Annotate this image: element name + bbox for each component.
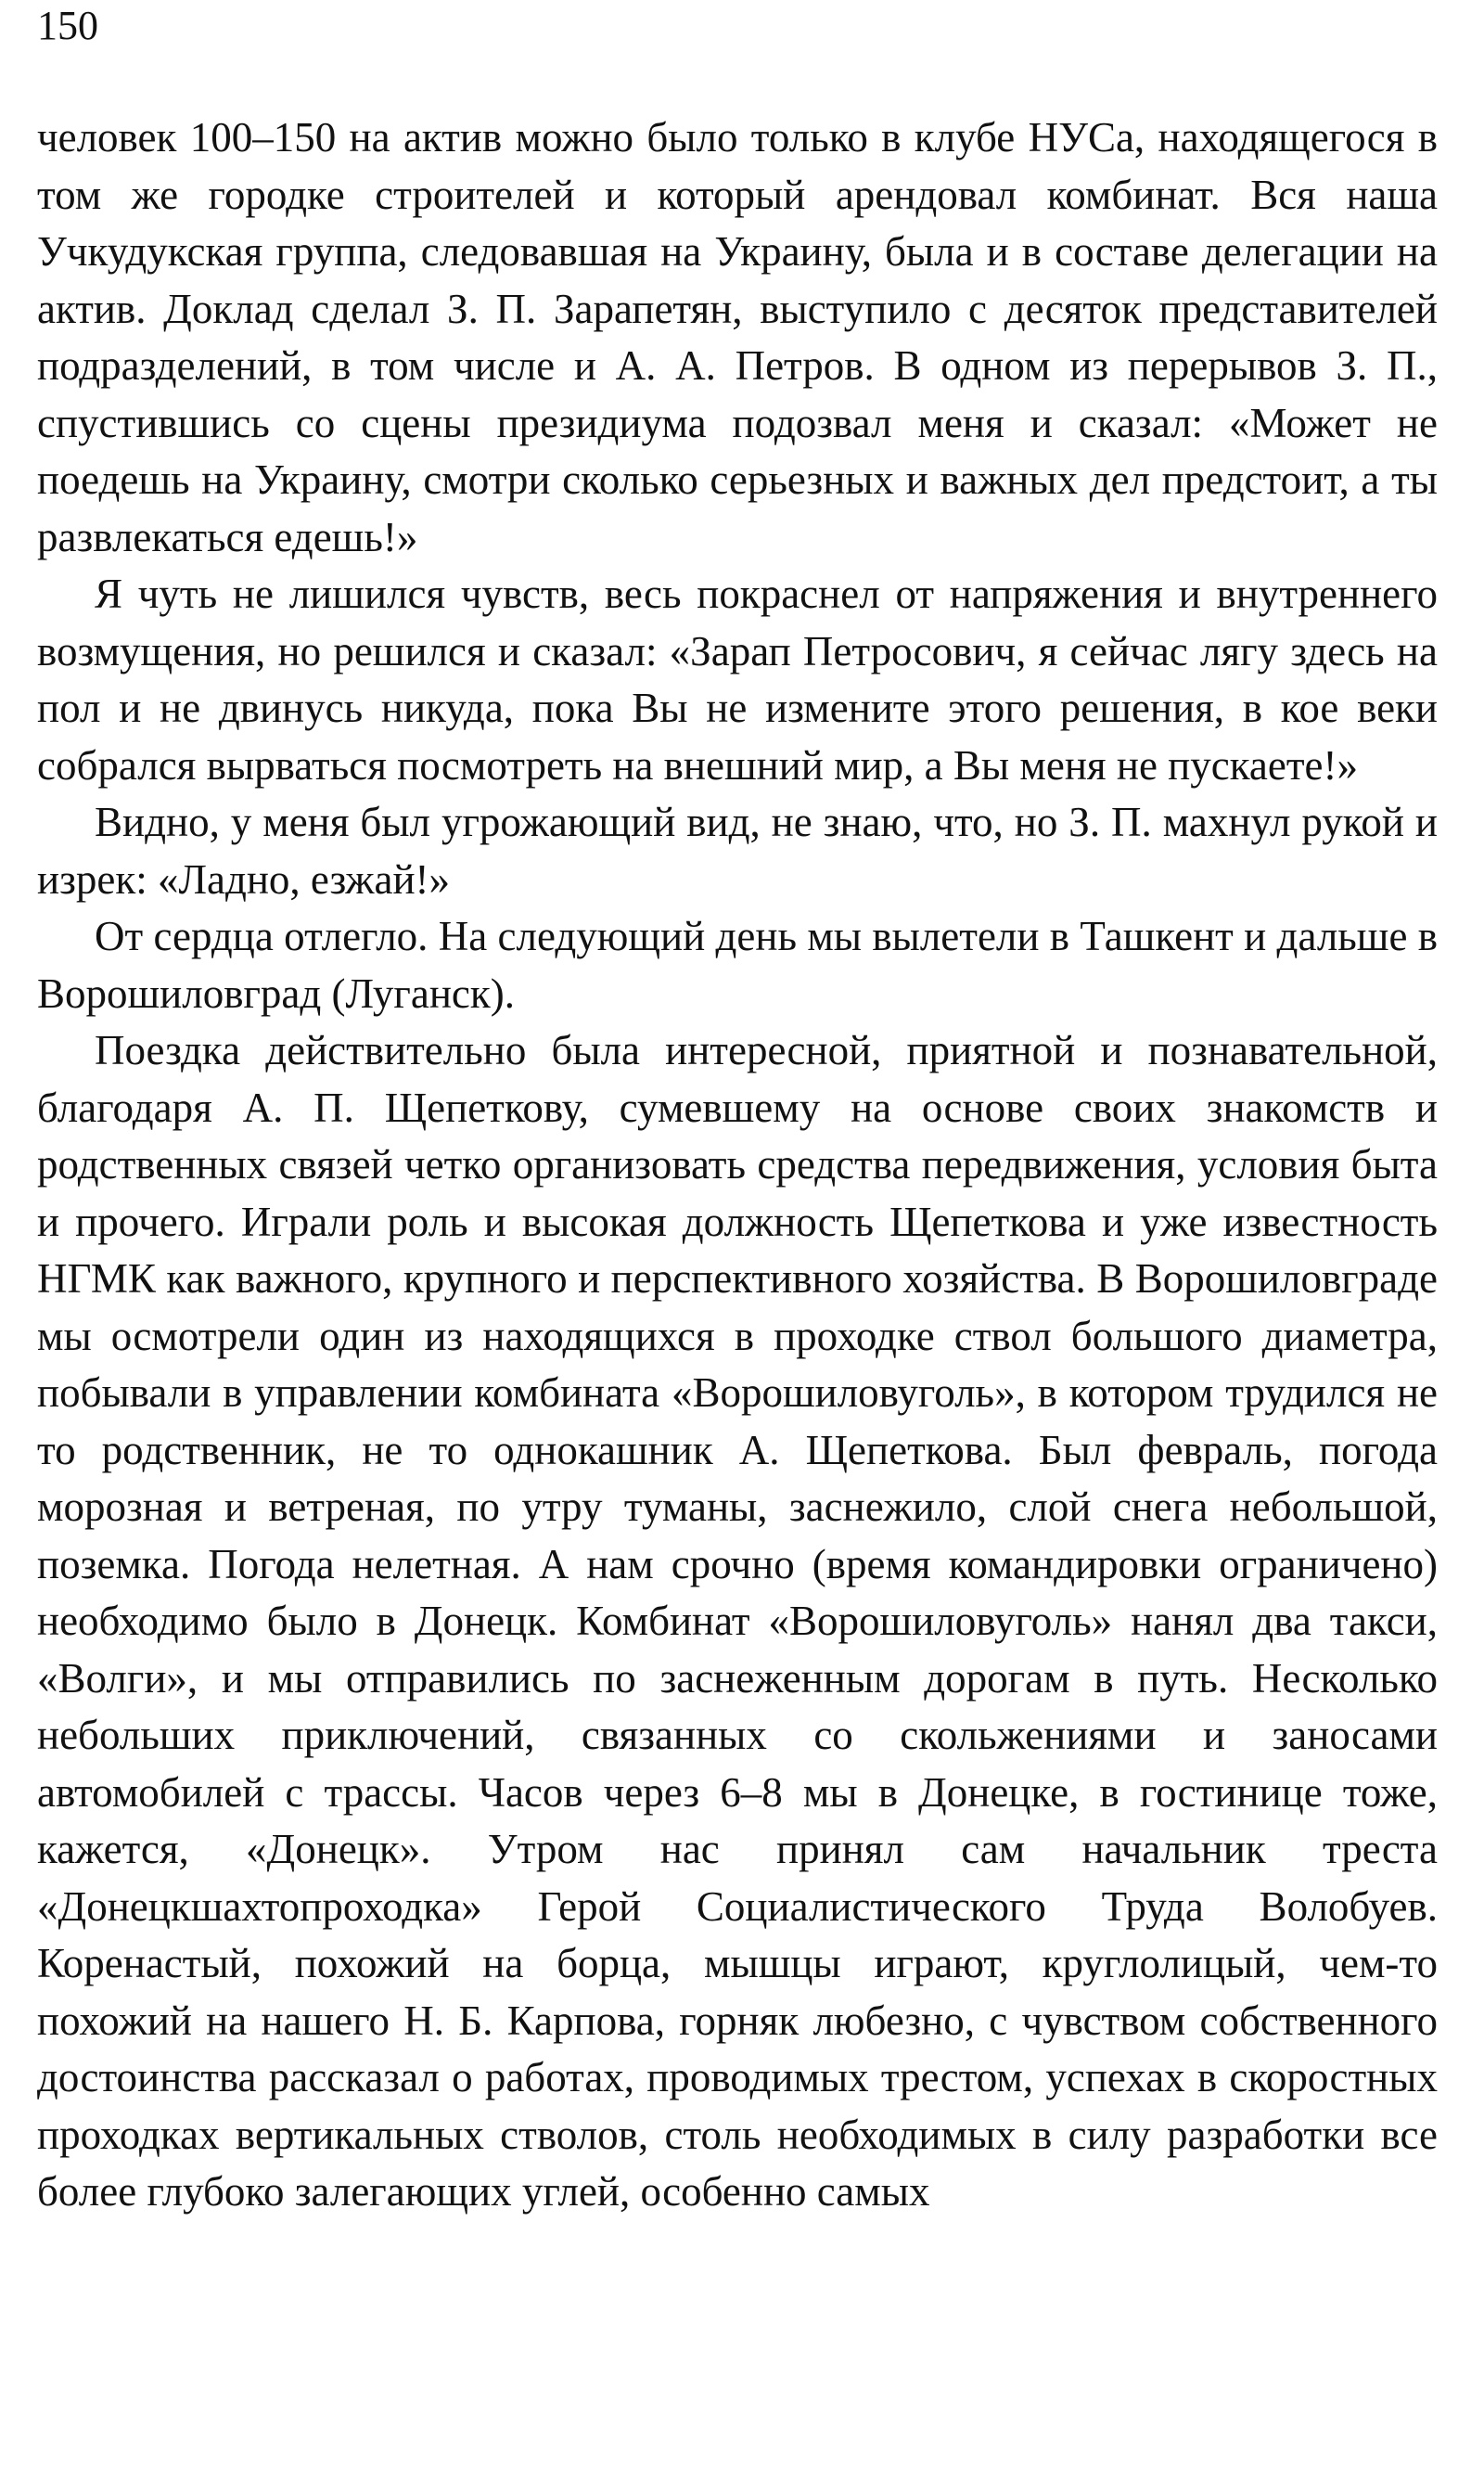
- page-number: 150: [37, 3, 98, 48]
- paragraph: Поездка действительно была интересной, приятной и познавательной, благодаря А. П. Щепеткову, сумевшему на основе своих знакомств и родственных связей четко организовать средства передвижения, условия быта и прочего. Играли роль и высокая должность Щепеткова и уже известность НГМК как важного, крупного и перспективного хозяйства. В Ворошиловграде мы осмотрели один из находящихся в проходке ствол большого диаметра, побывали в управлении комбината «Ворошиловуголь», в котором трудился не то родственник, не то однокашник А. Щепеткова. Был февраль, погода морозная и ветреная, по утру туманы, заснежило, слой снега небольшой, поземка. Погода нелетная. А нам срочно (время командировки ограничено) необходимо было в Донецк. Комбинат «Ворошиловуголь» нанял два такси, «Волги», и мы отправились по заснеженным дорогам в путь. Несколько небольших приключений, связанных со скольжениями и заносами автомобилей с трассы. Часов через 6–8 мы в Донецке, в гостинице тоже, кажется, «Донецк». Утром нас принял сам начальник треста «Донецкшахтопроходка» Герой Социалистического Труда Волобуев. Коренастый, похожий на борца, мышцы играют, круглолицый, чем-то похожий на нашего Н. Б. Карпова, горняк любезно, с чувством собственного достоинства рассказал о работах, проводимых трестом, успехах в скоростных проходках вертикальных стволов, столь необходимых в силу разработки все более глубоко залегающих углей, особенно самых: [37, 1027, 1438, 2215]
- paragraph: Я чуть не лишился чувств, весь покраснел от напряжения и внутреннего возмущения, но решился и сказал: «Зарап Петросович, я сейчас лягу здесь на пол и не двинусь никуда, пока Вы не измените этого решения, в кое веки собрался вырваться посмотреть на внешний мир, а Вы меня не пускаете!»: [37, 571, 1438, 789]
- body-text: [37, 109, 1438, 2221]
- paragraph: человек 100–150 на актив можно было только в клубе НУСа, находящегося в том же городке строителей и который арендовал комбинат. Вся наша Учкудукская группа, следовавшая на Украину, была и в составе делегации на актив. Доклад сделал З. П. Зарапетян, выступило с десяток представителей подразделений, в том числе и А. А. Петров. В одном из перерывов З. П., спустившись со сцены президиума подозвал меня и сказал: «Может не поедешь на Украину, смотри сколько серьезных и важных дел предстоит, а ты развлекаться едешь!»: [37, 114, 1438, 560]
- paragraph: Видно, у меня был угрожающий вид, не знаю, что, но З. П. махнул рукой и изрек: «Ладно, езжай!»: [37, 799, 1438, 903]
- paragraph: От сердца отлегло. На следующий день мы вылетели в Ташкент и дальше в Ворошиловград (Луганск).: [37, 913, 1438, 1017]
